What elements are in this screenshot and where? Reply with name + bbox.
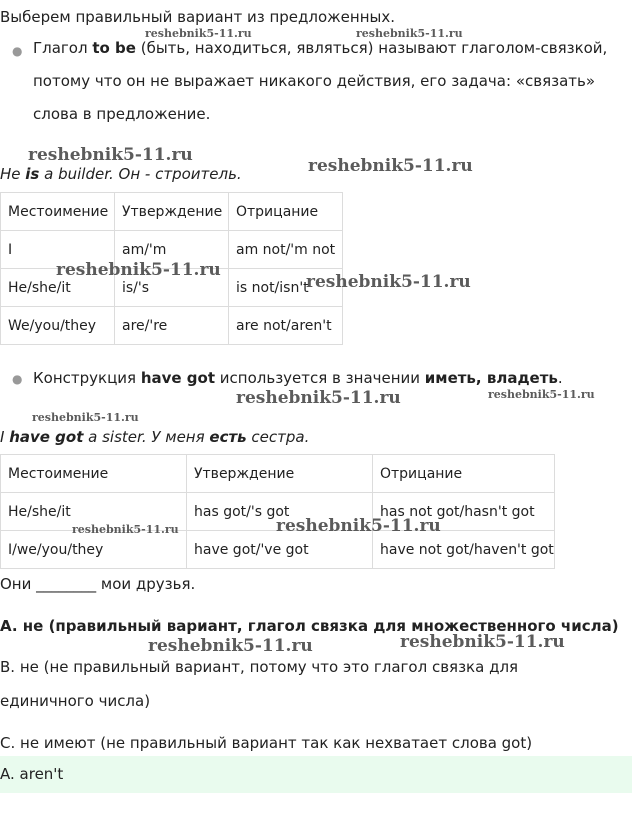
table-cell: is/'s bbox=[115, 269, 229, 307]
table-have-got bbox=[0, 454, 555, 569]
table-header-row bbox=[1, 193, 343, 231]
table-cell: He/she/it bbox=[1, 493, 187, 531]
table-header-cell: Отрицание bbox=[373, 455, 555, 493]
option-a: A. не (правильный вариант, глагол связка для множественного числа) bbox=[0, 617, 619, 635]
table-cell: I bbox=[1, 231, 115, 269]
table-cell: are not/aren't bbox=[229, 307, 343, 345]
table-cell: are/'re bbox=[115, 307, 229, 345]
table-cell: am not/'m not bbox=[229, 231, 343, 269]
table-header-cell: Утверждение bbox=[115, 193, 229, 231]
table-cell: has not got/hasn't got bbox=[373, 493, 555, 531]
watermark: reshebnik5-11.ru bbox=[32, 411, 139, 424]
watermark: reshebnik5-11.ru bbox=[148, 636, 313, 656]
bullet-to-be-term: to be bbox=[92, 39, 136, 57]
example-have-got-verb: have got bbox=[9, 428, 84, 446]
watermark: reshebnik5-11.ru bbox=[306, 272, 471, 292]
bullet-to-be-post: (быть, находиться, являться) называют глаголом-связкой, потому что он не выражает никакого действия, его задача: «связать» слова в предложение. bbox=[33, 39, 608, 123]
option-c: C. не имеют (не правильный вариант так как нехватает слова got) bbox=[0, 734, 533, 752]
table-row bbox=[1, 531, 555, 569]
bullet-have-got: Конструкция have got используется в значении иметь, владеть. bbox=[33, 369, 563, 387]
intro-text: Выберем правильный вариант из предложенных. bbox=[0, 8, 395, 26]
watermark: reshebnik5-11.ru bbox=[276, 516, 441, 536]
watermark: reshebnik5-11.ru bbox=[236, 388, 401, 408]
answer-box bbox=[0, 756, 632, 793]
watermark: reshebnik5-11.ru bbox=[400, 632, 565, 652]
table-cell: I/we/you/they bbox=[1, 531, 187, 569]
bullet-have-got-term: have got bbox=[140, 369, 216, 387]
table-header-cell: Отрицание bbox=[229, 193, 343, 231]
table-header-cell: Местоимение bbox=[1, 193, 115, 231]
watermark: reshebnik5-11.ru bbox=[56, 260, 221, 280]
watermark: reshebnik5-11.ru bbox=[72, 523, 179, 536]
table-header-cell: Утверждение bbox=[187, 455, 373, 493]
bullet-dot-icon: ● bbox=[12, 44, 23, 58]
bullet-have-got-meaning: иметь, владеть bbox=[424, 369, 558, 387]
bullet-to-be-pre: Глагол bbox=[33, 39, 93, 57]
table-cell: We/you/they bbox=[1, 307, 115, 345]
answer-text: A. aren't bbox=[0, 765, 64, 783]
table-cell: am/'m bbox=[115, 231, 229, 269]
table-cell: have not got/haven't got bbox=[373, 531, 555, 569]
bullet-dot-icon: ● bbox=[12, 372, 23, 386]
table-cell: has got/'s got bbox=[187, 493, 373, 531]
table-row bbox=[1, 307, 343, 345]
example-to-be: He is a builder. Он - строитель. bbox=[0, 165, 242, 183]
example-have-got-translation: есть bbox=[209, 428, 247, 446]
example-to-be-verb: is bbox=[25, 165, 40, 183]
question-text: Они ________ мои друзья. bbox=[0, 575, 196, 593]
table-header-row bbox=[1, 455, 555, 493]
table-cell: have got/'ve got bbox=[187, 531, 373, 569]
watermark: reshebnik5-11.ru bbox=[356, 27, 463, 40]
bullet-to-be bbox=[33, 32, 629, 131]
watermark: reshebnik5-11.ru bbox=[308, 156, 473, 176]
watermark: reshebnik5-11.ru bbox=[28, 145, 193, 165]
table-cell: He/she/it bbox=[1, 269, 115, 307]
example-have-got: I have got a sister. У меня есть сестра. bbox=[0, 428, 310, 446]
watermark: reshebnik5-11.ru bbox=[488, 388, 595, 401]
watermark: reshebnik5-11.ru bbox=[145, 27, 252, 40]
option-b: B. не (не правильный вариант, потому что это глагол связка для единичного числа) bbox=[0, 658, 519, 710]
table-header-cell: Местоимение bbox=[1, 455, 187, 493]
table-cell: is not/isn't bbox=[229, 269, 343, 307]
